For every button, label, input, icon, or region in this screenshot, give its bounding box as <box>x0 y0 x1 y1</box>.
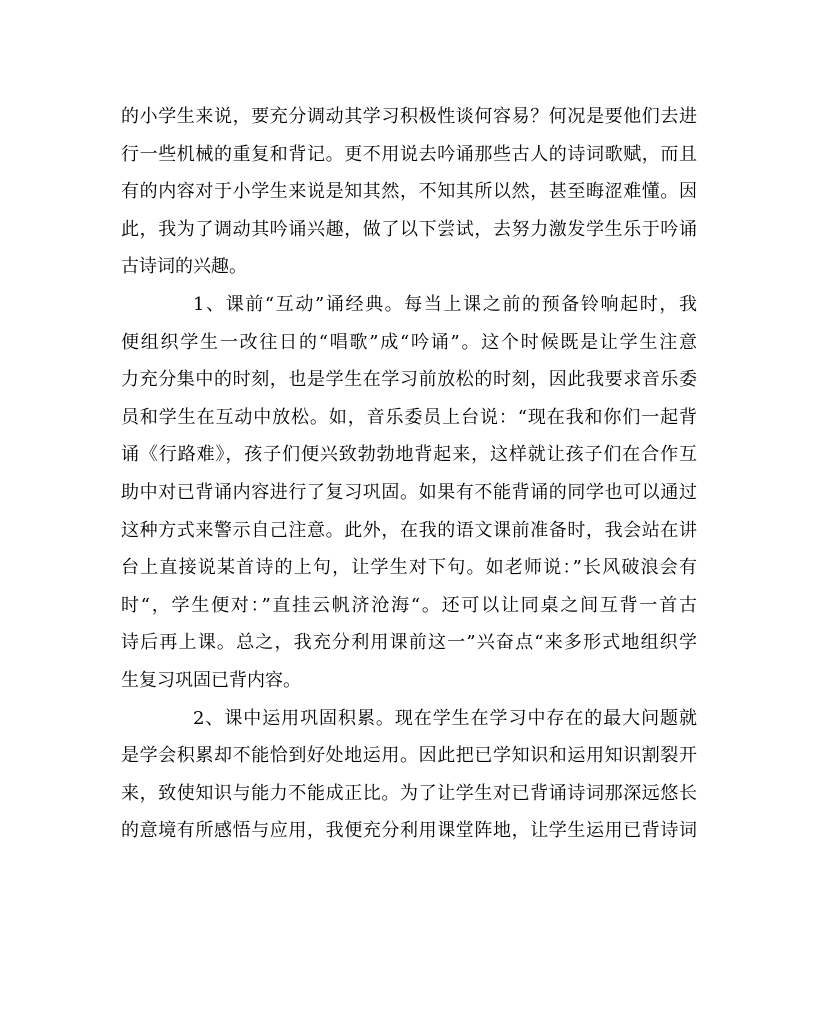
text-line: 时“，学生便对：”直挂云帆济沧海“。还可以让同桌之间互背一首古 <box>121 594 697 616</box>
text-line: 便组织学生一改往日的“唱歌”成“吟诵”。这个时候既是让学生注意 <box>121 331 697 353</box>
text-line: 员和学生在互动中放松。如，音乐委员上台说：“现在我和你们一起背 <box>121 406 697 428</box>
paragraph-2-heading-line: 2、课中运用巩固积累。现在学生在学习中存在的最大问题就 <box>193 707 697 729</box>
text-line: 来，致使知识与能力不能成正比。为了让学生对已背诵诗词那深远悠长 <box>121 782 697 804</box>
text-line: 的意境有所感悟与应用，我便充分利用课堂阵地，让学生运用已背诗词 <box>121 820 697 842</box>
text-line: 的小学生来说，要充分调动其学习积极性谈何容易？何况是要他们去进 <box>121 106 697 127</box>
text-line: 是学会积累却不能恰到好处地运用。因此把已学知识和运用知识割裂开 <box>121 745 697 767</box>
text-line: 行一些机械的重复和背记。更不用说去吟诵那些古人的诗词歌赋，而且 <box>121 143 697 165</box>
text-line: 助中对已背诵内容进行了复习巩固。如果有不能背诵的同学也可以通过 <box>121 481 697 503</box>
text-line: 古诗词的兴趣。 <box>121 256 247 278</box>
text-line: 台上直接说某首诗的上句，让学生对下句。如老师说：”长风破浪会有 <box>121 557 697 579</box>
text-line: 诵《行路难》，孩子们便兴致勃勃地背起来，这样就让孩子们在合作互 <box>121 444 697 466</box>
text-line: 有的内容对于小学生来说是知其然，不知其所以然，甚至晦涩难懂。因 <box>121 181 697 203</box>
text-line: 生复习巩固已背内容。 <box>121 669 301 691</box>
text-line: 力充分集中的时刻，也是学生在学习前放松的时刻，因此我要求音乐委 <box>121 369 697 391</box>
text-line: 诗后再上课。总之，我充分利用课前这一”兴奋点“来多形式地组织学 <box>121 632 697 654</box>
text-line: 这种方式来警示自己注意。此外，在我的语文课前准备时，我会站在讲 <box>121 519 697 541</box>
body-text <box>121 98 697 850</box>
text-line: 此，我为了调动其吟诵兴趣，做了以下尝试，去努力激发学生乐于吟诵 <box>121 218 697 240</box>
paragraph-1-heading-line: 1、课前“互动”诵经典。每当上课之前的预备铃响起时，我 <box>193 293 697 315</box>
